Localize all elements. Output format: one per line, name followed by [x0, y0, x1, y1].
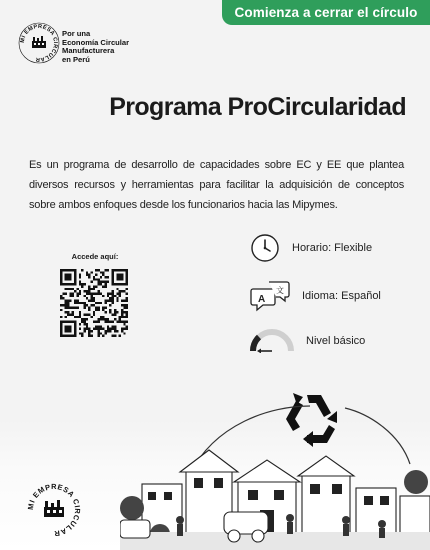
clock-icon: [250, 233, 280, 263]
logo-ring-text: MI EMPRESA CIRCULAR: [19, 23, 59, 63]
cta-label: Comienza a cerrar el círculo: [234, 5, 418, 20]
stamp-ring-text: MI EMPRESA CIRCULAR: [26, 482, 82, 538]
schedule-info: [250, 233, 372, 263]
svg-text:文: 文: [276, 286, 284, 295]
tagline-line1: Por una: [62, 29, 91, 38]
circular-city-illustration: [120, 384, 430, 550]
language-label: Idioma: Español: [302, 290, 381, 302]
stamp-logo-icon: [26, 482, 82, 538]
access-label: Accede aquí:: [71, 252, 119, 261]
translate-icon: [250, 280, 292, 312]
qr-code-icon[interactable]: [60, 269, 128, 337]
recycle-icon: [286, 393, 337, 447]
logo-icon: [18, 22, 60, 64]
level-info: [250, 329, 365, 353]
level-label: Nivel básico: [306, 335, 366, 347]
tagline-line4: en Perú: [62, 54, 90, 64]
program-description: Es un programa de desarrollo de capacidades sobre EC y EE que plantea diversos recursos y herramientas para facilitar la adquisición de conceptos sobre ambos enfoques desde los funcionarios hacia las Mipymes.: [29, 159, 404, 211]
schedule-label: Horario: Flexible: [292, 242, 373, 254]
gauge-icon: [250, 329, 294, 353]
svg-text:A: A: [258, 294, 266, 305]
tagline-line2: Economía Circular: [62, 37, 130, 47]
language-info: [250, 280, 381, 312]
cta-banner[interactable]: [222, 0, 430, 25]
brand-tagline: [62, 30, 129, 64]
tagline-line3: Manufacturera: [62, 46, 115, 56]
page-title: Programa ProCircularidad: [109, 93, 406, 121]
